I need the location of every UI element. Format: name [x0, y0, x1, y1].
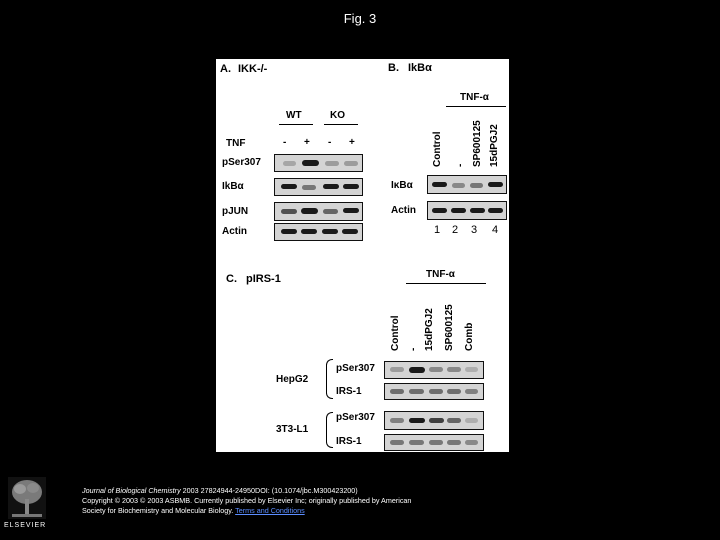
- panel-b-lane-number: 2: [452, 224, 459, 236]
- panel-b-lane-number: 3: [471, 224, 478, 236]
- blot-band: [447, 367, 461, 372]
- blot-band: [302, 185, 316, 190]
- blot-b-actin: [427, 201, 507, 220]
- panel-b-row-label: Actin: [391, 205, 416, 216]
- blot-a-pser307: [274, 154, 363, 172]
- panel-c-lane-label: SP600125: [444, 304, 455, 351]
- panel-c-label: C.: [226, 273, 237, 285]
- panel-a-group-ko: KO: [330, 110, 345, 121]
- blot-c-hepg2-irs1: [384, 383, 484, 400]
- blot-band: [447, 389, 461, 394]
- panel-b-title: IkBα: [408, 62, 432, 74]
- cell-line-label: 3T3-L1: [276, 424, 309, 435]
- blot-band: [323, 184, 339, 189]
- blot-band: [429, 389, 443, 394]
- blot-band: [302, 160, 319, 166]
- figure-title: Fig. 3: [343, 11, 377, 26]
- blot-band: [344, 161, 358, 166]
- blot-band: [432, 208, 447, 213]
- figure-image: [216, 59, 509, 452]
- panel-a-group-wt: WT: [286, 110, 302, 121]
- panel-b-row-label: IκBα: [391, 180, 413, 191]
- blot-a-ikba: [274, 178, 363, 196]
- panel-c-header: TNF-α: [426, 269, 455, 280]
- citation-journal: Journal of Biological Chemistry: [82, 486, 181, 495]
- panel-c-row-label: pSer307: [336, 363, 375, 374]
- blot-band: [470, 208, 485, 213]
- blot-c-3t3-irs1: [384, 434, 484, 451]
- citation-copyright: Copyright © 2003 © 2003 ASBMB. Currently published by Elsevier Inc; originally published by American: [82, 496, 412, 505]
- blot-band: [323, 209, 338, 214]
- panel-b-lane-label: -: [455, 163, 466, 167]
- panel-b-label: B.: [388, 62, 399, 74]
- blot-band: [301, 208, 318, 214]
- blot-band: [465, 367, 478, 372]
- blot-band: [465, 440, 478, 445]
- panel-b-lane-label: 15dPGJ2: [489, 124, 500, 167]
- blot-band: [447, 418, 461, 423]
- blot-band: [325, 161, 339, 166]
- panel-c-row-label: pSer307: [336, 412, 375, 423]
- panel-c-title: pIRS-1: [246, 273, 281, 285]
- blot-band: [429, 440, 443, 445]
- panel-a-row-label: Actin: [222, 226, 247, 237]
- tnf-sign: +: [349, 137, 355, 148]
- blot-a-pjun: [274, 202, 363, 221]
- tnf-sign: -: [283, 137, 287, 148]
- blot-band: [429, 418, 444, 423]
- hepg2-brace: [326, 359, 333, 399]
- blot-band: [343, 208, 359, 213]
- blot-band: [409, 367, 425, 373]
- blot-band: [465, 418, 478, 423]
- panel-a-title: IKK-/-: [238, 63, 268, 75]
- blot-band: [281, 229, 297, 234]
- citation-society: Society for Biochemistry and Molecular Biology.: [82, 506, 234, 515]
- panel-a-label: A.: [220, 63, 231, 75]
- blot-band: [342, 229, 358, 234]
- 3t3-brace: [326, 412, 333, 448]
- blot-band: [488, 182, 503, 187]
- panel-c-lane-label: Comb: [464, 322, 475, 351]
- publisher-name: ELSEVIER: [4, 522, 47, 529]
- blot-band: [390, 440, 404, 445]
- blot-band: [281, 184, 297, 189]
- panel-a-row-label: pJUN: [222, 206, 249, 217]
- panel-a-row-label: IkBα: [222, 181, 244, 192]
- panel-b-lane-label: SP600125: [472, 120, 483, 167]
- blot-band: [390, 418, 404, 423]
- blot-band: [447, 440, 461, 445]
- blot-band: [409, 440, 424, 445]
- elsevier-tree-logo: [8, 477, 46, 519]
- tnf-sign: +: [304, 137, 310, 148]
- tnf-sign: -: [328, 137, 332, 148]
- blot-band: [283, 161, 296, 166]
- blot-band: [452, 183, 465, 188]
- panel-b-header-line: [446, 106, 506, 107]
- blot-b-ikba: [427, 175, 507, 194]
- blot-band: [429, 367, 443, 372]
- panel-b-header: TNF-α: [460, 92, 489, 103]
- cell-line-label: HepG2: [276, 374, 309, 385]
- panel-a-tnf-label: TNF: [226, 138, 246, 149]
- blot-band: [465, 389, 478, 394]
- panel-a-row-label: pSer307: [222, 157, 261, 168]
- blot-band: [488, 208, 503, 213]
- panel-c-row-label: IRS-1: [336, 436, 362, 447]
- ko-bracket-line: [324, 124, 358, 125]
- blot-band: [390, 367, 404, 372]
- blot-band: [281, 209, 297, 214]
- blot-band: [409, 418, 425, 423]
- blot-band: [343, 184, 359, 189]
- blot-band: [301, 229, 317, 234]
- blot-c-hepg2-pser307: [384, 361, 484, 379]
- blot-band: [409, 389, 424, 394]
- terms-link[interactable]: Terms and Conditions: [235, 506, 305, 515]
- panel-c-lane-label: Control: [390, 315, 401, 351]
- blot-band: [390, 389, 404, 394]
- wt-bracket-line: [279, 124, 313, 125]
- panel-c-row-label: IRS-1: [336, 386, 362, 397]
- panel-c-lane-label: -: [408, 347, 419, 351]
- blot-band: [432, 182, 447, 187]
- blot-band: [451, 208, 466, 213]
- panel-b-lane-label: Control: [432, 131, 443, 167]
- blot-c-3t3-pser307: [384, 411, 484, 430]
- citation-details: 2003 27824944-24950DOI: (10.1074/jbc.M300423200): [180, 486, 358, 495]
- citation-block: [82, 486, 411, 516]
- blot-a-actin: [274, 223, 363, 241]
- panel-c-lane-label: 15dPGJ2: [424, 308, 435, 351]
- panel-b-lane-number: 1: [434, 224, 441, 236]
- blot-band: [470, 183, 483, 188]
- panel-c-header-line: [406, 283, 486, 284]
- blot-band: [322, 229, 338, 234]
- panel-b-lane-number: 4: [492, 224, 499, 236]
